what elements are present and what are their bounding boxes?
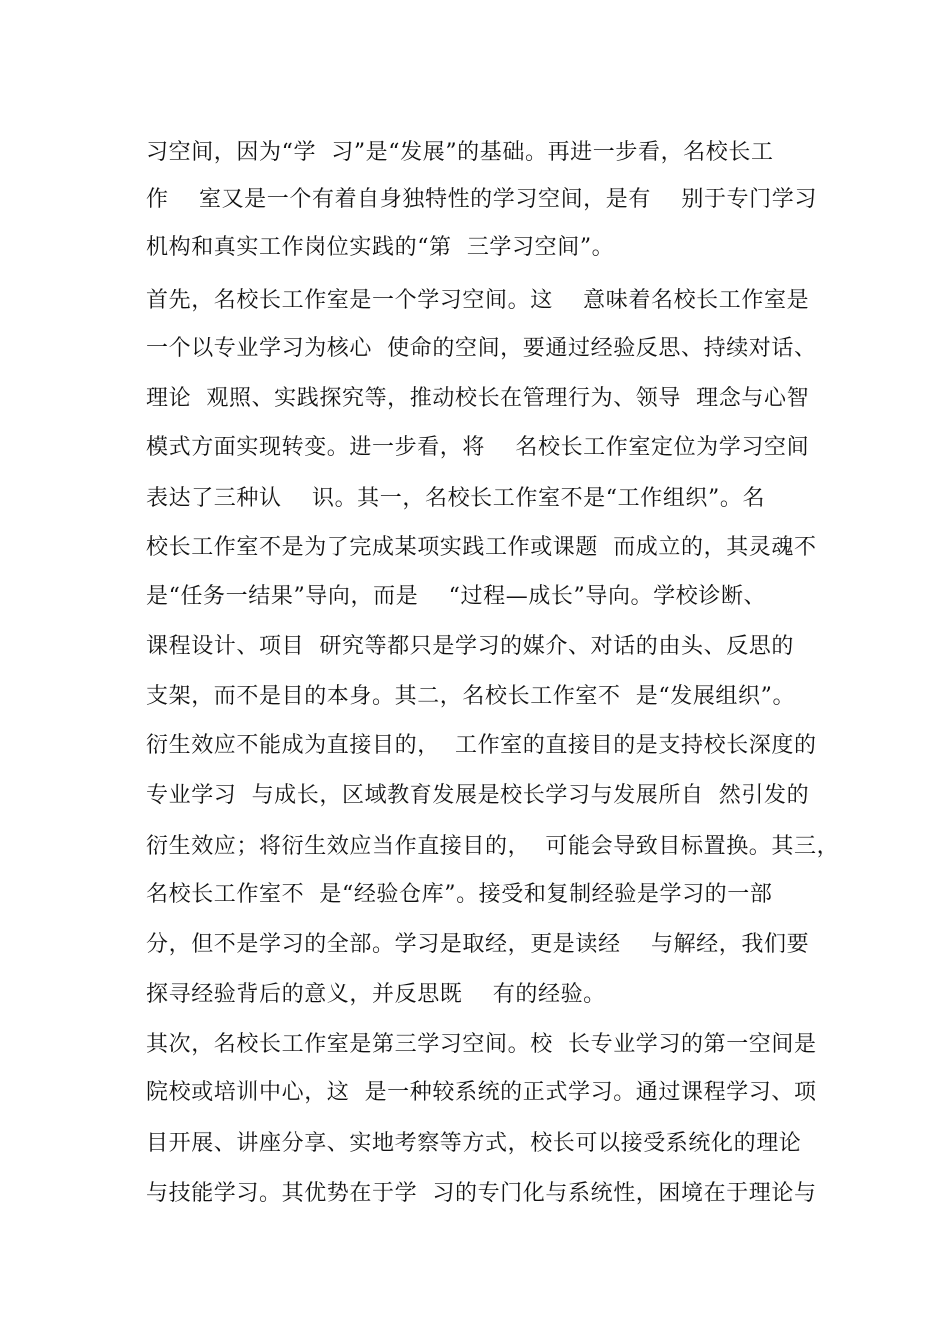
text-line: 衍生效应；将衍生效应当作直接目的， 可能会导致目标置换。其三， [146, 834, 840, 859]
text-line: 衍生效应不能成为直接目的， 工作室的直接目的是支持校长深度的 [146, 733, 817, 758]
text-line: 与技能学习。其优势在于学 习的专门化与系统性，困境在于理论与 [146, 1181, 817, 1206]
text-line: 院校或培训中心，这 是一种较系统的正式学习。通过课程学习、项 [146, 1080, 817, 1105]
text-line: 课程设计、项目 研究等都只是学习的媒介、对话的由头、反思的 [146, 634, 794, 659]
text-line: 一个以专业学习为核心 使命的空间，要通过经验反思、持续对话、 [146, 336, 817, 361]
text-line: 校长工作室不是为了完成某项实践工作或课题 而成立的，其灵魂不 [146, 535, 817, 560]
text-line: 目开展、讲座分享、实地考察等方式，校长可以接受系统化的理论 [146, 1131, 802, 1156]
text-line: 名校长工作室不 是“经验仓库”。接受和复制经验是学习的一部 [146, 882, 773, 907]
text-line: 习空间，因为“学 习”是“发展”的基础。再进一步看，名校长工 [146, 140, 774, 165]
text-line: 机构和真实工作岗位实践的“第 三学习空间”。 [146, 235, 615, 260]
text-line: 表达了三种认 识。其一，名校长工作室不是“工作组织”。名 [146, 486, 766, 511]
text-line: 其次，名校长工作室是第三学习空间。校 长专业学习的第一空间是 [146, 1032, 817, 1057]
text-line: 专业学习 与成长，区域教育发展是校长学习与发展所自 然引发的 [146, 783, 810, 808]
text-line: 作 室又是一个有着自身独特性的学习空间，是有 别于专门学习 [146, 187, 817, 212]
text-line: 理论 观照、实践探究等，推动校长在管理行为、领导 理念与心智 [146, 386, 810, 411]
text-line: 首先，名校长工作室是一个学习空间。这 意味着名校长工作室是 [146, 288, 810, 313]
text-line: 探寻经验背后的意义，并反思既 有的经验。 [146, 982, 606, 1007]
text-line: 分，但不是学习的全部。学习是取经，更是读经 与解经，我们要 [146, 932, 810, 957]
text-line: 模式方面实现转变。进一步看，将 名校长工作室定位为学习空间 [146, 435, 810, 460]
text-line: 支架，而不是目的本身。其二，名校长工作室不 是“发展组织”。 [146, 684, 796, 709]
text-line: 是“任务一结果”导向，而是 “过程—成长”导向。学校诊断、 [146, 584, 767, 609]
